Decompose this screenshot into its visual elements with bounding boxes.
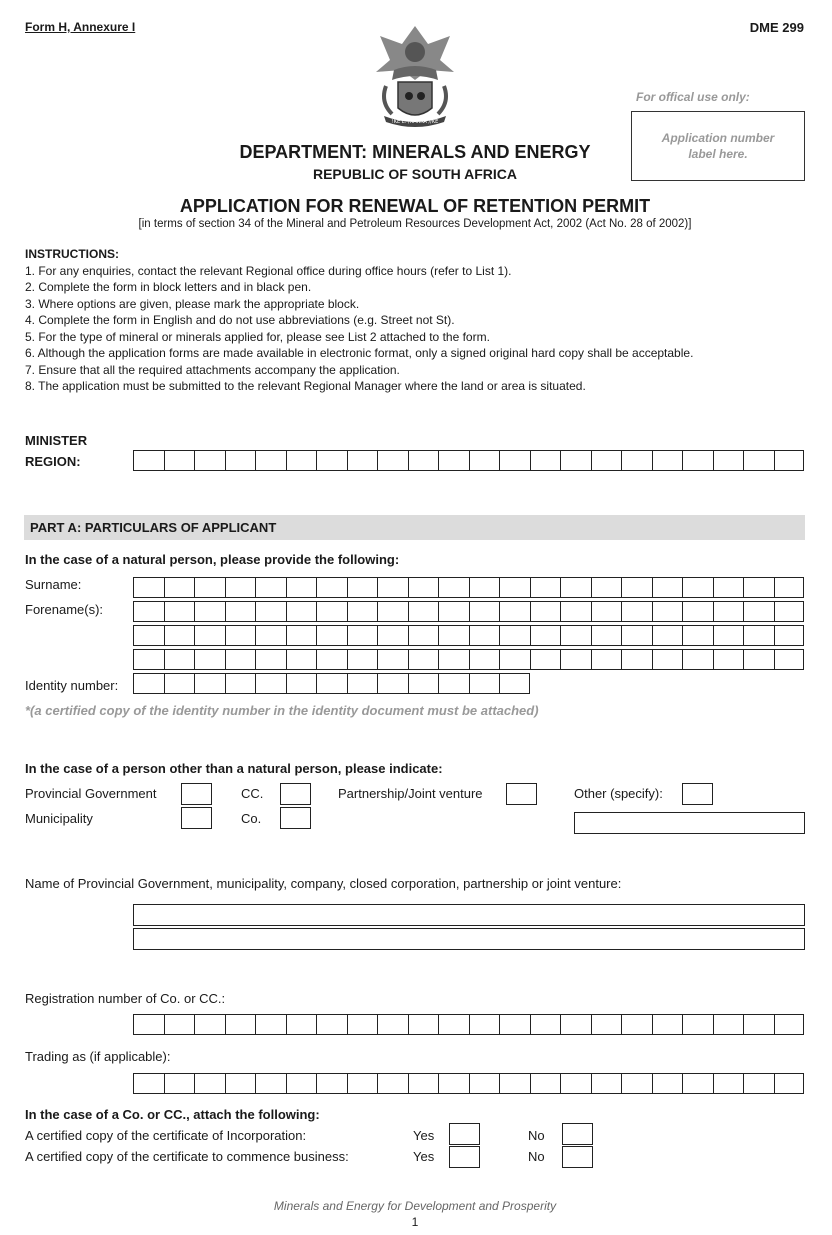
character-box[interactable] (774, 450, 805, 471)
character-box[interactable] (286, 1014, 317, 1035)
character-box[interactable] (774, 625, 805, 646)
instruction-item: 2. Complete the form in block letters and in black pen. (25, 280, 312, 294)
character-box[interactable] (164, 1014, 195, 1035)
form-code: DME 299 (749, 20, 804, 35)
character-box[interactable] (560, 649, 591, 670)
entity-name-label: Name of Provincial Government, municipality, company, closed corporation, partnership or joint venture: (25, 876, 622, 891)
other-specify-label: Other (specify): (574, 786, 663, 801)
character-box[interactable] (682, 1073, 713, 1094)
character-box[interactable] (774, 601, 805, 622)
character-box[interactable] (560, 1014, 591, 1035)
character-box[interactable] (774, 1014, 805, 1035)
character-box[interactable] (713, 450, 744, 471)
character-box[interactable] (499, 673, 530, 694)
character-box[interactable] (347, 625, 378, 646)
character-box[interactable] (774, 649, 805, 670)
character-box[interactable] (194, 625, 225, 646)
character-box[interactable] (316, 1014, 347, 1035)
co-checkbox[interactable] (280, 807, 311, 829)
character-box[interactable] (225, 577, 256, 598)
surname-label: Surname: (25, 577, 82, 592)
character-box[interactable] (438, 649, 469, 670)
character-box[interactable] (438, 1014, 469, 1035)
character-box[interactable] (255, 649, 286, 670)
character-box[interactable] (499, 601, 530, 622)
region-label: REGION: (25, 454, 81, 469)
no-label: No (528, 1149, 545, 1164)
character-box[interactable] (133, 601, 164, 622)
natural-person-heading: In the case of a natural person, please provide the following: (25, 552, 400, 567)
character-box[interactable] (377, 601, 408, 622)
character-box[interactable] (591, 577, 622, 598)
certificate-commence-label: A certified copy of the certificate to commence business: (25, 1149, 349, 1164)
other-checkbox[interactable] (682, 783, 713, 805)
character-box[interactable] (743, 649, 774, 670)
character-box[interactable] (621, 577, 652, 598)
registration-number-label: Registration number of Co. or CC.: (25, 991, 226, 1006)
character-box[interactable] (225, 649, 256, 670)
character-box[interactable] (316, 625, 347, 646)
character-box[interactable] (743, 450, 774, 471)
forenames-boxes-row-1[interactable] (133, 601, 804, 622)
character-box[interactable] (377, 625, 408, 646)
character-box[interactable] (621, 625, 652, 646)
character-box[interactable] (194, 577, 225, 598)
character-box[interactable] (774, 577, 805, 598)
character-box[interactable] (225, 673, 256, 694)
character-box[interactable] (621, 601, 652, 622)
character-box[interactable] (316, 577, 347, 598)
character-box[interactable] (408, 649, 439, 670)
character-box[interactable] (652, 601, 683, 622)
character-box[interactable] (286, 1073, 317, 1094)
character-box[interactable] (652, 625, 683, 646)
country-name: REPUBLIC OF SOUTH AFRICA (312, 166, 518, 182)
character-box[interactable] (164, 673, 195, 694)
non-natural-person-heading: In the case of a person other than a natural person, please indicate: (25, 761, 443, 776)
character-box[interactable] (408, 450, 439, 471)
character-box[interactable] (255, 450, 286, 471)
character-box[interactable] (286, 649, 317, 670)
page-number: 1 (411, 1215, 419, 1229)
page-title: APPLICATION FOR RENEWAL OF RETENTION PERMIT (179, 196, 651, 216)
character-box[interactable] (591, 1073, 622, 1094)
label-line-2: label here. (688, 147, 748, 161)
character-box[interactable] (560, 625, 591, 646)
official-use-label: For offical use only: (636, 90, 750, 104)
character-box[interactable] (560, 577, 591, 598)
character-box[interactable] (682, 1014, 713, 1035)
commence-yes-checkbox[interactable] (449, 1146, 480, 1168)
character-box[interactable] (316, 601, 347, 622)
character-box[interactable] (408, 1073, 439, 1094)
instruction-item: 7. Ensure that all the required attachments accompany the application. (25, 362, 400, 377)
character-box[interactable] (499, 1073, 530, 1094)
character-box[interactable] (621, 1014, 652, 1035)
character-box[interactable] (469, 649, 500, 670)
registration-number-boxes[interactable] (133, 1014, 804, 1035)
footer-slogan: Minerals and Energy for Development and Prosperity (273, 1199, 557, 1213)
instruction-item: 4. Complete the form in English and do not use abbreviations (e.g. Street not St). (25, 313, 455, 327)
character-box[interactable] (347, 673, 378, 694)
character-box[interactable] (164, 450, 195, 471)
form-reference: Form H, Annexure I (25, 20, 136, 34)
character-box[interactable] (225, 1073, 256, 1094)
character-box[interactable] (713, 601, 744, 622)
character-box[interactable] (743, 601, 774, 622)
incorporation-yes-checkbox[interactable] (449, 1123, 480, 1145)
character-box[interactable] (713, 1014, 744, 1035)
character-box[interactable] (255, 1073, 286, 1094)
character-box[interactable] (316, 450, 347, 471)
character-box[interactable] (164, 577, 195, 598)
character-box[interactable] (530, 1014, 561, 1035)
character-box[interactable] (652, 450, 683, 471)
character-box[interactable] (316, 1073, 347, 1094)
municipality-label: Municipality (25, 811, 93, 826)
character-box[interactable] (377, 1014, 408, 1035)
partnership-label: Partnership/Joint venture (338, 786, 483, 801)
character-box[interactable] (377, 1073, 408, 1094)
character-box[interactable] (621, 1073, 652, 1094)
character-box[interactable] (347, 1073, 378, 1094)
instruction-item: 3. Where options are given, please mark the appropriate block. (25, 296, 360, 311)
character-box[interactable] (133, 577, 164, 598)
instruction-item: 6. Although the application forms are made available in electronic format, only a signed original hard copy shall be acceptable. (25, 346, 694, 360)
character-box[interactable] (194, 1073, 225, 1094)
character-box[interactable] (164, 601, 195, 622)
trading-as-label: Trading as (if applicable): (25, 1049, 171, 1064)
character-box[interactable] (133, 1073, 164, 1094)
character-box[interactable] (316, 649, 347, 670)
instructions-heading: INSTRUCTIONS: (25, 247, 119, 261)
character-box[interactable] (164, 1073, 195, 1094)
forenames-label: Forename(s): (25, 602, 104, 617)
character-box[interactable] (438, 625, 469, 646)
character-box[interactable] (469, 601, 500, 622)
character-box[interactable] (713, 577, 744, 598)
other-specify-field[interactable] (574, 812, 805, 834)
character-box[interactable] (652, 1073, 683, 1094)
commence-no-checkbox[interactable] (562, 1146, 593, 1168)
character-box[interactable] (591, 649, 622, 670)
character-box[interactable] (255, 625, 286, 646)
character-box[interactable] (499, 625, 530, 646)
character-box[interactable] (591, 450, 622, 471)
character-box[interactable] (743, 1014, 774, 1035)
character-box[interactable] (530, 1073, 561, 1094)
character-box[interactable] (225, 601, 256, 622)
character-box[interactable] (286, 450, 317, 471)
character-box[interactable] (652, 649, 683, 670)
character-box[interactable] (255, 601, 286, 622)
character-box[interactable] (133, 673, 164, 694)
character-box[interactable] (469, 1073, 500, 1094)
part-a-heading: PART A: PARTICULARS OF APPLICANT (30, 520, 277, 535)
minister-label: MINISTER (25, 433, 88, 448)
partnership-checkbox[interactable] (506, 783, 537, 805)
character-box[interactable] (164, 649, 195, 670)
character-box[interactable] (286, 577, 317, 598)
character-box[interactable] (347, 577, 378, 598)
character-box[interactable] (133, 649, 164, 670)
department-name: DEPARTMENT: MINERALS AND ENERGY (239, 142, 591, 162)
character-box[interactable] (743, 625, 774, 646)
character-box[interactable] (621, 450, 652, 471)
yes-label: Yes (413, 1149, 435, 1164)
provincial-government-checkbox[interactable] (181, 783, 212, 805)
character-box[interactable] (469, 577, 500, 598)
instruction-item: 1. For any enquiries, contact the relevant Regional office during office hours (refer to List 1). (25, 263, 512, 278)
certificate-incorporation-label: A certified copy of the certificate of Incorporation: (25, 1128, 307, 1143)
character-box[interactable] (713, 649, 744, 670)
character-box[interactable] (408, 625, 439, 646)
character-box[interactable] (560, 601, 591, 622)
character-box[interactable] (133, 450, 164, 471)
entity-name-field-2[interactable] (133, 928, 805, 950)
character-box[interactable] (225, 450, 256, 471)
character-box[interactable] (225, 625, 256, 646)
svg-text:!KE E: /XARRA //KE: !KE E: /XARRA //KE (391, 119, 439, 125)
character-box[interactable] (408, 601, 439, 622)
character-box[interactable] (682, 450, 713, 471)
character-box[interactable] (316, 673, 347, 694)
character-box[interactable] (347, 450, 378, 471)
character-box[interactable] (164, 625, 195, 646)
trading-as-boxes[interactable] (133, 1073, 804, 1094)
character-box[interactable] (438, 450, 469, 471)
character-box[interactable] (530, 577, 561, 598)
co-label: Co. (241, 811, 262, 826)
surname-boxes[interactable] (133, 577, 804, 598)
instruction-item: 8. The application must be submitted to the relevant Regional Manager where the land or area is situated. (25, 379, 586, 393)
character-box[interactable] (469, 1014, 500, 1035)
character-box[interactable] (194, 601, 225, 622)
minister-region-boxes[interactable] (133, 450, 804, 471)
character-box[interactable] (530, 601, 561, 622)
character-box[interactable] (743, 1073, 774, 1094)
character-box[interactable] (652, 1014, 683, 1035)
character-box[interactable] (377, 577, 408, 598)
character-box[interactable] (530, 625, 561, 646)
character-box[interactable] (286, 601, 317, 622)
cc-label: CC. (241, 786, 264, 801)
character-box[interactable] (286, 673, 317, 694)
character-box[interactable] (713, 1073, 744, 1094)
cc-checkbox[interactable] (280, 783, 311, 805)
character-box[interactable] (682, 649, 713, 670)
character-box[interactable] (469, 450, 500, 471)
character-box[interactable] (438, 673, 469, 694)
character-box[interactable] (377, 673, 408, 694)
character-box[interactable] (347, 601, 378, 622)
municipality-checkbox[interactable] (181, 807, 212, 829)
character-box[interactable] (499, 1014, 530, 1035)
character-box[interactable] (377, 450, 408, 471)
character-box[interactable] (774, 1073, 805, 1094)
instructions (25, 246, 693, 395)
page-subtitle: [in terms of section 34 of the Mineral and Petroleum Resources Development Act, 2002 (Act No. 28 of 2002)] (138, 218, 692, 230)
character-box[interactable] (255, 673, 286, 694)
character-box[interactable] (133, 625, 164, 646)
character-box[interactable] (621, 649, 652, 670)
instruction-item: 5. For the type of mineral or minerals applied for, please see List 2 attached to the form. (25, 329, 490, 344)
character-box[interactable] (499, 577, 530, 598)
label-line-1: Application number (661, 131, 775, 145)
character-box[interactable] (194, 673, 225, 694)
character-box[interactable] (347, 1014, 378, 1035)
character-box[interactable] (469, 673, 500, 694)
character-box[interactable] (469, 625, 500, 646)
character-box[interactable] (194, 649, 225, 670)
character-box[interactable] (591, 601, 622, 622)
character-box[interactable] (408, 673, 439, 694)
character-box[interactable] (347, 649, 378, 670)
character-box[interactable] (530, 450, 561, 471)
character-box[interactable] (377, 649, 408, 670)
character-box[interactable] (591, 1014, 622, 1035)
character-box[interactable] (286, 625, 317, 646)
character-box[interactable] (560, 1073, 591, 1094)
character-box[interactable] (408, 577, 439, 598)
identity-note: *(a certified copy of the identity number in the identity document must be attached) (25, 703, 539, 718)
character-box[interactable] (408, 1014, 439, 1035)
yes-label: Yes (413, 1128, 435, 1143)
character-box[interactable] (255, 577, 286, 598)
character-box[interactable] (194, 450, 225, 471)
identity-label: Identity number: (25, 678, 119, 693)
entity-name-field-1[interactable] (133, 904, 805, 926)
attachments-heading: In the case of a Co. or CC., attach the following: (25, 1107, 320, 1122)
character-box[interactable] (682, 577, 713, 598)
forenames-boxes-row-2[interactable] (133, 625, 804, 646)
character-box[interactable] (713, 625, 744, 646)
character-box[interactable] (255, 1014, 286, 1035)
no-label: No (528, 1128, 545, 1143)
character-box[interactable] (438, 601, 469, 622)
incorporation-no-checkbox[interactable] (562, 1123, 593, 1145)
character-box[interactable] (499, 450, 530, 471)
part-a-header-bar (24, 515, 805, 540)
forenames-boxes-row-3[interactable] (133, 649, 804, 670)
provincial-government-label: Provincial Government (25, 786, 157, 801)
character-box[interactable] (682, 625, 713, 646)
character-box[interactable] (591, 625, 622, 646)
character-box[interactable] (438, 577, 469, 598)
coat-of-arms-logo (372, 22, 458, 130)
character-box[interactable] (743, 577, 774, 598)
character-box[interactable] (652, 577, 683, 598)
identity-number-boxes[interactable] (133, 673, 530, 694)
character-box[interactable] (133, 1014, 164, 1035)
character-box[interactable] (499, 649, 530, 670)
character-box[interactable] (530, 649, 561, 670)
character-box[interactable] (194, 1014, 225, 1035)
character-box[interactable] (682, 601, 713, 622)
character-box[interactable] (225, 1014, 256, 1035)
character-box[interactable] (560, 450, 591, 471)
character-box[interactable] (438, 1073, 469, 1094)
